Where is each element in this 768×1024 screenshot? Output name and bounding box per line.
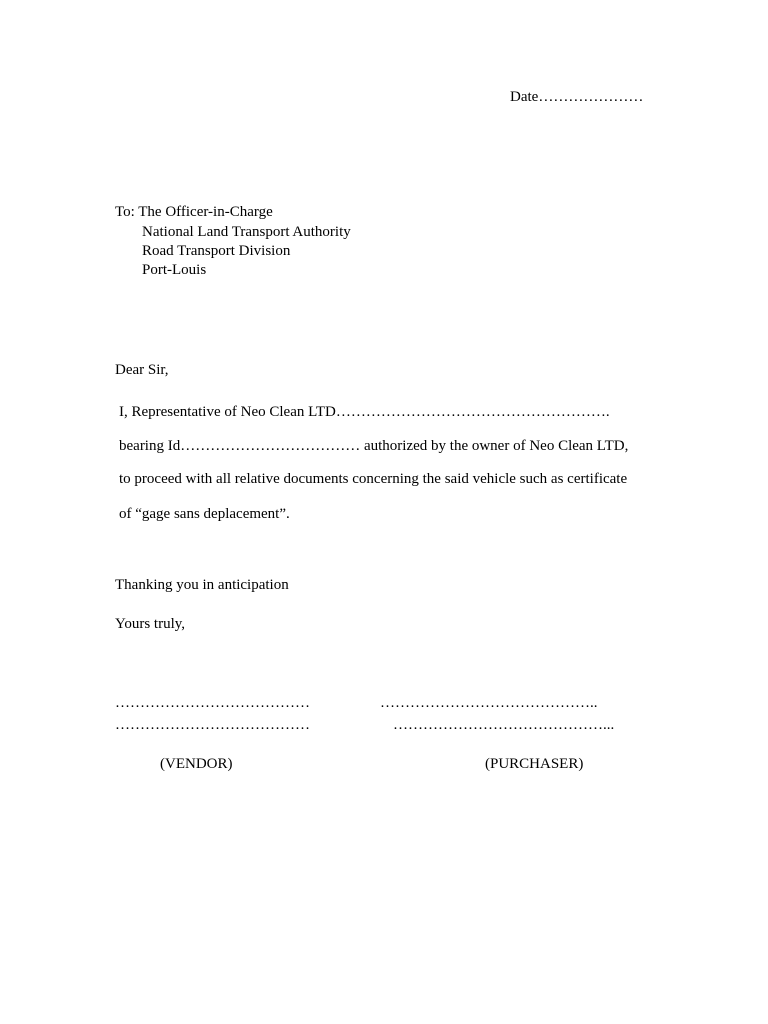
recipient-to-line: To: The Officer-in-Charge [115,204,273,220]
body-line-4: of “gage sans deplacement”. [119,506,290,522]
recipient-authority: National Land Transport Authority [142,224,351,240]
purchaser-label: (PURCHASER) [485,756,584,772]
date-line: Date………………… [510,89,644,105]
vendor-label: (VENDOR) [160,756,233,772]
purchaser-signature-line-1: …………………………………….. [380,695,598,711]
body-line-1: I, Representative of Neo Clean LTD………………………………………………. [119,404,610,420]
body-line-2: bearing Id……………………………… authorized by the owner of Neo Clean LTD, [119,438,629,454]
vendor-signature-line-2: ………………………………… [115,717,310,733]
sign-off: Yours truly, [115,616,186,632]
thanks-line: Thanking you in anticipation [115,577,289,593]
recipient-division: Road Transport Division [142,243,291,259]
salutation: Dear Sir, [115,362,169,378]
body-line-3: to proceed with all relative documents concerning the said vehicle such as certificate [119,471,628,487]
purchaser-signature-line-2: ……………………………………... [393,717,615,733]
vendor-signature-line-1: ………………………………… [115,695,310,711]
recipient-city: Port-Louis [142,262,207,278]
